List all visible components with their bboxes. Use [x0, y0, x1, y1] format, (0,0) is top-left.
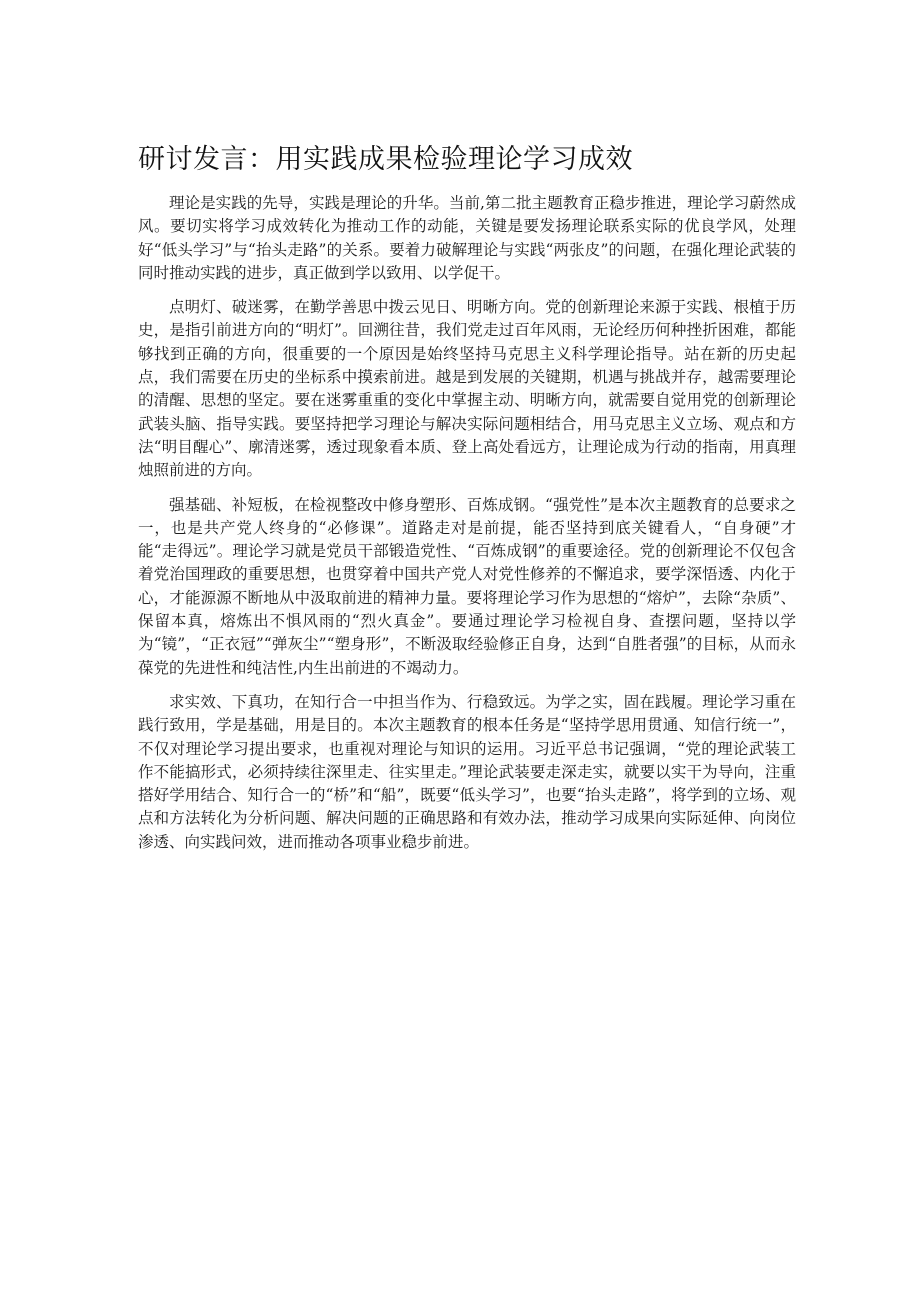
document-title: 研讨发言：用实践成果检验理论学习成效	[138, 144, 633, 175]
paragraph-strengthen-foundation: 强基础、补短板，在检视整改中修身塑形、百炼成钢。“强党性”是本次主题教育的总要求之一，也是共产党人终身的“必修课”。道路走对是前提，能否坚持到底关键看人，“自身硬”才能“走得远”。理论学习就是党员干部锻造党性、“百炼成钢”的重要途径。党的创新理论不仅包含着党治国理政的重要思想，也贯穿着中国共产党人对党性修养的不懈追求，要学深悟透、内化于心，才能源源不断地从中汲取前进的精神力量。要将理论学习作为思想的“熔炉”，去除“杂质”、保留本真，熔炼出不惧风雨的“烈火真金”。要通过理论学习检视自身、查摆问题，坚持以学为“镜”，“正衣冠”“弹灰尘”“塑身形”，不断汲取经验修正自身，达到“自胜者强”的目标，从而永葆党的先进性和纯洁性,内生出前进的不竭动力。	[138, 495, 796, 677]
paragraph-point-lamp: 点明灯、破迷雾，在勤学善思中拨云见日、明晰方向。党的创新理论来源于实践、根植于历史，是指引前进方向的“明灯”。回溯往昔，我们党走过百年风雨，无论经历何种挫折困难，都能够找到正确的方向，很重要的一个原因是始终坚持马克思主义科学理论指导。站在新的历史起点，我们需要在历史的坐标系中摸索前进。越是到发展的关键期，机遇与挑战并存，越需要理论的清醒、思想的坚定。要在迷雾重重的变化中掌握主动、明晰方向，就需要自觉用党的创新理论武装头脑、指导实践。要坚持把学习理论与解决实际问题相结合，用马克思主义立场、观点和方法“明目醒心”、廓清迷雾，透过现象看本质、登上高处看远方，让理论成为行动的指南，用真理烛照前进的方向。	[138, 298, 796, 480]
paragraph-seek-results: 求实效、下真功，在知行合一中担当作为、行稳致远。为学之实，固在践履。理论学习重在践行致用，学是基础，用是目的。本次主题教育的根本任务是“坚持学思用贯通、知信行统一”，不仅对理论学习提出要求，也重视对理论与知识的运用。习近平总书记强调，“党的理论武装工作不能搞形式，必须持续往深里走、往实里走。”理论武装要走深走实，就要以实干为导向，注重搭好学用结合、知行合一的“桥”和“船”，既要“低头学习”，也要“抬头走路”，将学到的立场、观点和方法转化为分析问题、解决问题的正确思路和有效办法，推动学习成果向实际延伸、向岗位渗透、向实践问效，进而推动各项事业稳步前进。	[138, 692, 796, 851]
paragraph-intro: 理论是实践的先导，实践是理论的升华。当前,第二批主题教育正稳步推进，理论学习蔚然成风。要切实将学习成效转化为推动工作的动能，关键是要发扬理论联系实际的优良学风，处理好“低头学习”与“抬头走路”的关系。要着力破解理论与实践“两张皮”的问题，在强化理论武装的同时推动实践的进步，真正做到学以致用、以学促干。	[138, 194, 796, 282]
document-page	[138, 140, 796, 865]
